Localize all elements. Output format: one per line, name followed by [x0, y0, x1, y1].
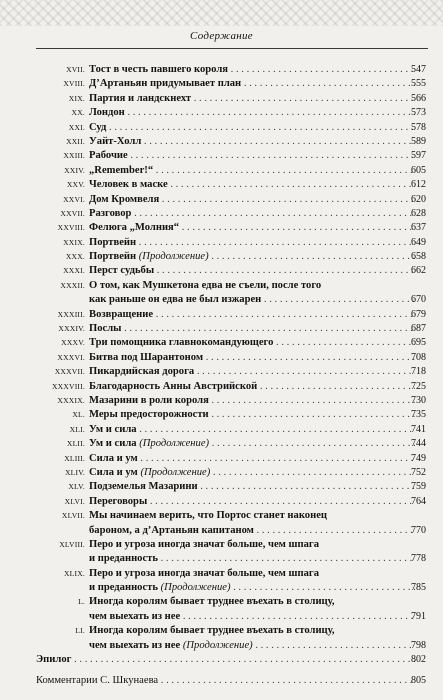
chapter-title	[89, 121, 415, 135]
toc-entry[interactable]	[0, 394, 443, 408]
toc-entry[interactable]	[0, 178, 443, 192]
toc-entry[interactable]	[0, 322, 443, 336]
chapter-number: XVIII.	[63, 79, 85, 89]
toc-entry[interactable]	[0, 149, 443, 163]
toc-entry[interactable]	[0, 624, 443, 653]
page-number: 785	[411, 582, 426, 594]
chapter-number: XXVIII.	[57, 223, 85, 233]
chapter-title-line	[89, 524, 415, 538]
chapter-number: XXVI.	[63, 194, 85, 204]
chapter-title-line	[89, 595, 415, 609]
chapter-number: XXXVIII.	[51, 381, 85, 391]
page-number: 679	[411, 308, 426, 320]
chapter-title-text: Человек в маске	[89, 179, 168, 191]
chapter-title-text: Перст судьбы	[89, 265, 155, 277]
chapter-title	[89, 365, 415, 379]
chapter-number: XLI.	[69, 424, 85, 434]
page-number: 708	[411, 351, 426, 363]
chapter-title	[89, 221, 415, 235]
chapter-title-text: Меры предосторожности	[89, 409, 209, 421]
page-number: 725	[411, 380, 426, 392]
page-number: 798	[411, 639, 426, 651]
chapter-title-text: Уайт-Холл	[89, 135, 142, 147]
chapter-number: XIX.	[68, 93, 85, 103]
chapter-title-text: Подземелья Мазарини	[89, 481, 198, 493]
chapter-number: L.	[78, 597, 85, 607]
page-number: 620	[411, 193, 426, 205]
page-number: 730	[411, 394, 426, 406]
chapter-title-text: „Remember!“	[89, 164, 154, 176]
chapter-number: XVII.	[66, 65, 85, 74]
chapter-title	[89, 495, 415, 509]
chapter-title	[89, 193, 415, 207]
chapter-number: XLIX.	[63, 568, 85, 578]
chapter-title-text: Битва под Шарантоном	[89, 351, 204, 363]
chapter-title-text: Дом Кромвеля	[89, 193, 160, 205]
chapter-title	[89, 264, 415, 278]
chapter-title-text: Портвейн	[89, 251, 137, 263]
toc-entry[interactable]	[0, 351, 443, 365]
chapter-title	[89, 322, 415, 336]
toc-entry[interactable]	[0, 437, 443, 451]
chapter-number: XXXIX.	[57, 395, 85, 405]
page-number: 770	[411, 524, 426, 536]
chapter-number: XXXII.	[60, 280, 85, 290]
chapter-title-text: Иногда королям бывает труднее въехать в столицу,	[89, 625, 335, 637]
toc-comments-title: Комментарии С. Шкунаева . . .	[36, 674, 415, 688]
chapter-number: XX.	[71, 108, 85, 118]
chapter-title-text: Партия и ландскнехт	[89, 92, 192, 104]
chapter-number: XL.	[72, 410, 85, 420]
chapter-title-text: Рабочие	[89, 150, 128, 162]
toc-entry[interactable]	[0, 77, 443, 91]
page-number: 759	[411, 481, 426, 493]
toc-entry[interactable]	[0, 193, 443, 207]
page-number: 555	[411, 78, 426, 90]
chapter-title-text: Перо и угроза иногда значат больше, чем шпага	[89, 567, 319, 579]
chapter-number: XXXI.	[63, 266, 85, 276]
chapter-title	[89, 106, 415, 120]
chapter-number: XXXIII.	[57, 309, 85, 319]
page-header: Содержание	[189, 30, 253, 42]
chapter-title-text: Лондон	[89, 107, 125, 119]
page-number: 649	[411, 236, 426, 248]
chapter-number: LI.	[75, 626, 85, 636]
toc-entry[interactable]	[0, 380, 443, 394]
header-rule	[36, 48, 428, 49]
chapter-title-text: Послы	[89, 323, 122, 335]
chapter-title	[89, 207, 415, 221]
chapter-number: XLVII.	[61, 511, 85, 521]
chapter-title-line	[89, 538, 415, 552]
chapter-title-text: О том, как Мушкетона едва не съели, после того	[89, 279, 322, 291]
page-number: 749	[411, 452, 426, 464]
chapter-title	[89, 236, 415, 250]
toc-entry[interactable]	[0, 207, 443, 221]
chapter-title-text: Разговор	[89, 207, 132, 219]
chapter-number: XXIV.	[64, 165, 85, 175]
toc-entry[interactable]	[0, 495, 443, 509]
chapter-title-text: Тост в честь павшего короля	[89, 64, 229, 75]
continuation-label: (Продолжение)	[140, 466, 211, 478]
chapter-title	[89, 63, 415, 77]
page-number: 752	[411, 466, 426, 478]
chapter-title	[89, 135, 415, 149]
chapter-title	[89, 308, 415, 322]
page-number: 628	[411, 207, 426, 219]
toc-entry[interactable]	[0, 336, 443, 350]
toc-entry[interactable]	[0, 250, 443, 264]
chapter-title	[89, 437, 415, 451]
chapter-title-line	[89, 639, 415, 653]
page-number: 791	[411, 610, 426, 622]
chapter-title	[89, 351, 415, 365]
chapter-title-text: Ум и сила	[89, 438, 137, 450]
toc-entry[interactable]	[0, 595, 443, 624]
chapter-title	[89, 149, 415, 163]
chapter-title-text: и преданность	[89, 582, 158, 594]
page-number: 670	[411, 294, 426, 306]
page-number: 578	[411, 121, 426, 133]
chapter-title	[89, 394, 415, 408]
chapter-title-line	[89, 624, 415, 638]
toc-comments-page: 805	[411, 675, 426, 687]
chapter-number: XLII.	[66, 439, 85, 449]
chapter-number: XLVI.	[64, 496, 85, 506]
toc-comments[interactable]	[0, 674, 443, 688]
chapter-title	[89, 423, 415, 437]
chapter-title-line	[89, 567, 415, 581]
page-number: 695	[411, 337, 426, 349]
toc-entry[interactable]	[0, 236, 443, 250]
page-number: 573	[411, 107, 426, 119]
page-number: 778	[411, 553, 426, 565]
page-number: 597	[411, 150, 426, 162]
chapter-title-text: Иногда королям бывает труднее въехать в столицу,	[89, 596, 335, 608]
chapter-title-text: Мазарини в роли короля	[89, 394, 209, 406]
chapter-number: XXV.	[66, 180, 85, 190]
chapter-title-line	[89, 293, 415, 307]
toc-entry[interactable]	[0, 567, 443, 596]
chapter-title-text: как раньше он едва не был изжарен	[89, 294, 262, 306]
chapter-title-line	[89, 509, 415, 523]
chapter-title-text: Портвейн	[89, 236, 137, 248]
chapter-title-text: и преданность	[89, 553, 158, 565]
page-number: 735	[411, 409, 426, 421]
page-number: 612	[411, 179, 426, 191]
chapter-number: XXXIV.	[58, 324, 85, 334]
chapter-title-line	[89, 279, 415, 293]
chapter-title	[89, 164, 415, 178]
chapter-title	[89, 92, 415, 106]
chapter-title-line	[89, 552, 415, 566]
page-number: 764	[411, 495, 426, 507]
page-number: 662	[411, 265, 426, 277]
toc-entry[interactable]	[0, 63, 443, 77]
toc-entry[interactable]	[0, 466, 443, 480]
chapter-title-text: Переговоры	[89, 495, 148, 507]
chapter-title	[89, 466, 415, 480]
chapter-number: XLVIII.	[59, 539, 85, 549]
chapter-title	[89, 336, 415, 350]
chapter-number: XXIII.	[63, 151, 85, 161]
chapter-title	[89, 77, 415, 91]
chapter-title	[89, 408, 415, 422]
page-number: 637	[411, 222, 426, 234]
toc-entry[interactable]	[0, 308, 443, 322]
chapter-title-text: Сила и ум	[89, 452, 138, 464]
chapter-number: XXXV.	[61, 338, 85, 348]
chapter-title-text: Фелюга „Молния“	[89, 222, 180, 234]
chapter-number: XXXVI.	[57, 352, 85, 362]
toc-entry[interactable]	[0, 135, 443, 149]
chapter-title-text: Возвращение	[89, 308, 154, 320]
toc-entry[interactable]	[0, 538, 443, 567]
page-number: 718	[411, 366, 426, 378]
toc-entry[interactable]	[0, 509, 443, 538]
chapter-title	[89, 480, 415, 494]
toc-entry[interactable]	[0, 106, 443, 120]
chapter-title-line	[89, 610, 415, 624]
toc-entry[interactable]	[0, 279, 443, 308]
page-number: 658	[411, 251, 426, 263]
continuation-label: (Продолжение)	[139, 438, 210, 450]
chapter-title-text: Суд	[89, 121, 107, 133]
chapter-title-text: Сила и ум	[89, 466, 138, 478]
page-number: 589	[411, 135, 426, 147]
chapter-title-line	[89, 581, 415, 595]
page-number: 744	[411, 438, 426, 450]
chapter-title-text: Д’Артаньян придумывает план	[89, 78, 242, 90]
chapter-title	[89, 250, 415, 264]
continuation-label: (Продолжение)	[138, 251, 209, 263]
chapter-number: XXI.	[68, 122, 85, 132]
chapter-title	[89, 178, 415, 192]
page-number: 741	[411, 423, 426, 435]
chapter-title-text: чем выехать из нее	[89, 610, 181, 622]
chapter-number: XXX.	[65, 252, 85, 262]
chapter-title-text: Три помощника главнокомандующего	[89, 337, 274, 349]
chapter-title	[89, 452, 415, 466]
continuation-label: (Продолжение)	[160, 582, 231, 594]
toc-entry[interactable]	[0, 408, 443, 422]
decorative-border	[0, 0, 443, 26]
chapter-title-text: Мы начинаем верить, что Портос станет наконец	[89, 510, 328, 522]
chapter-number: XLIV.	[64, 467, 85, 477]
chapter-number: XXIX.	[63, 237, 85, 247]
page-number: 547	[411, 64, 426, 75]
chapter-title-text: Благодарность Анны Австрийской	[89, 380, 258, 392]
chapter-title-text: бароном, а д’Артаньян капитаном	[89, 524, 254, 536]
continuation-label: (Продолжение)	[182, 639, 253, 651]
toc-entry[interactable]	[0, 92, 443, 106]
toc-entry[interactable]	[0, 221, 443, 235]
page-number: 605	[411, 164, 426, 176]
chapter-number: XXII.	[66, 136, 85, 146]
chapter-title-text: Ум и сила	[89, 423, 137, 435]
toc-epilog-page: 802	[411, 654, 426, 666]
chapter-number: XLV.	[68, 482, 85, 492]
chapter-title-text: Перо и угроза иногда значат больше, чем шпага	[89, 538, 319, 550]
chapter-title-text: Пикардийская дорога	[89, 366, 195, 378]
chapter-number: XXVII.	[60, 208, 85, 218]
chapter-title	[89, 380, 415, 394]
toc-entry[interactable]	[0, 121, 443, 135]
toc-entry[interactable]	[0, 423, 443, 437]
toc-epilog[interactable]	[0, 653, 443, 667]
toc-entry[interactable]	[0, 164, 443, 178]
toc-entry[interactable]	[0, 264, 443, 278]
toc-entry[interactable]	[0, 480, 443, 494]
toc-epilog-title: Эпилог . . .	[36, 653, 415, 667]
chapter-number: XLIII.	[64, 453, 85, 463]
chapter-number: XXXVII.	[54, 367, 85, 377]
table-of-contents	[0, 63, 443, 689]
page-number: 566	[411, 92, 426, 104]
chapter-title-text: чем выехать из нее	[89, 639, 181, 651]
toc-entry[interactable]	[0, 365, 443, 379]
page-number: 687	[411, 323, 426, 335]
toc-entry[interactable]	[0, 452, 443, 466]
